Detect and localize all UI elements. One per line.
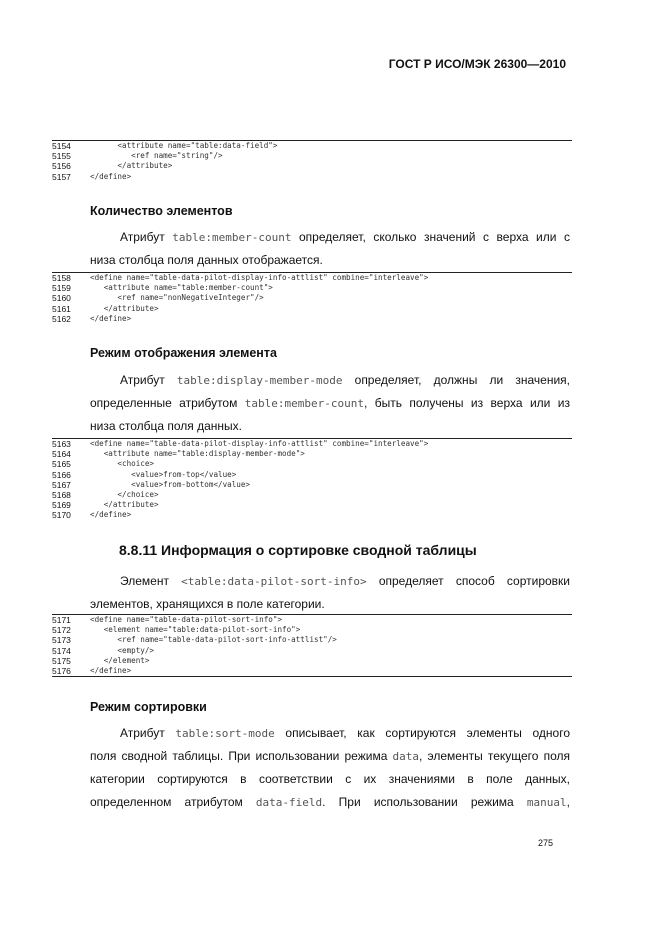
paragraph-line: определенном атрибутом data-field. При использовании режима manual, <box>90 795 570 809</box>
code-text: <attribute name="table:data-field"> <box>90 141 278 150</box>
line-number: 5166 <box>52 469 71 480</box>
line-number: 5164 <box>52 449 71 460</box>
line-number: 5158 <box>52 273 71 283</box>
code-line <box>52 646 572 656</box>
code-text: </define> <box>90 171 132 181</box>
line-number: 5172 <box>52 625 71 636</box>
code-text: </attribute> <box>90 161 173 171</box>
code-listing-4 <box>52 614 572 677</box>
code-line <box>52 615 572 625</box>
code-text: <define name="table-data-pilot-display-info-attlist" combine="interleave"> <box>90 439 429 448</box>
line-number: 5155 <box>52 151 71 162</box>
code-text: </define> <box>90 510 132 520</box>
line-number: 5169 <box>52 500 71 511</box>
paragraph-line: категории сортируются в соответствии с их значениями в поле данных, <box>90 772 570 786</box>
code-text: <choice> <box>90 459 155 469</box>
code-line <box>52 293 572 303</box>
code-text: <define name="table-data-pilot-sort-info"> <box>90 615 283 624</box>
paragraph-line: Элемент <table:data-pilot-sort-info> определяет способ сортировки <box>120 574 570 588</box>
line-number: 5168 <box>52 489 71 500</box>
code-text: <value>from-top</value> <box>90 469 237 479</box>
section-heading-sort-mode: Режим сортировки <box>90 700 207 714</box>
code-text: <ref name="nonNegativeInteger"/> <box>90 293 264 303</box>
code-line <box>52 490 572 500</box>
line-number: 5175 <box>52 655 71 666</box>
code-line <box>52 459 572 469</box>
code-line <box>52 480 572 490</box>
line-number: 5157 <box>52 171 71 182</box>
paragraph-line: Атрибут table:sort-mode описывает, как сортируются элементы одного <box>120 726 570 740</box>
paragraph-line: определенные атрибутом table:member-count, быть получены из верха или из <box>90 396 570 410</box>
code-listing-1 <box>52 140 572 182</box>
line-number: 5154 <box>52 141 71 151</box>
section-heading-member-count: Количество элементов <box>90 204 233 218</box>
code-line <box>52 470 572 480</box>
line-number: 5171 <box>52 615 71 625</box>
line-number: 5174 <box>52 645 71 656</box>
section-heading-sort-info: 8.8.11 Информация о сортировке сводной таблицы <box>119 542 477 558</box>
code-text: <value>from-bottom</value> <box>90 479 251 489</box>
code-text: </define> <box>90 313 132 323</box>
code-line <box>52 304 572 314</box>
paragraph-display-member-mode <box>90 369 570 438</box>
code-text: </attribute> <box>90 500 159 510</box>
code-listing-2 <box>52 272 572 324</box>
code-listing-3 <box>52 438 572 521</box>
code-text: <attribute name="table:display-member-mode"> <box>90 449 305 459</box>
section-heading-display-member-mode: Режим отображения элемента <box>90 346 277 360</box>
code-line <box>52 510 572 520</box>
code-text: </element> <box>90 655 150 665</box>
line-number: 5156 <box>52 161 71 172</box>
paragraph-line: Атрибут table:display-member-mode определяет, должны ли значения, <box>120 373 570 387</box>
code-text: <empty/> <box>90 645 155 655</box>
code-line <box>52 273 572 283</box>
code-line <box>52 666 572 676</box>
paragraph-line: Атрибут table:member-count определяет, сколько значений с верха или с <box>120 230 570 244</box>
paragraph-sort-info <box>90 570 570 616</box>
code-line <box>52 449 572 459</box>
code-line <box>52 656 572 666</box>
code-line <box>52 151 572 161</box>
document-header: ГОСТ Р ИСО/МЭК 26300—2010 <box>388 57 566 71</box>
paragraph-sort-mode <box>90 722 570 814</box>
code-text: <element name="table:data-pilot-sort-info"> <box>90 625 301 635</box>
paragraph-line: низа столбца поля данных отображается. <box>90 253 323 267</box>
paragraph-line: поля сводной таблицы. При использовании режима data, элементы текущего поля <box>90 749 570 763</box>
line-number: 5176 <box>52 665 71 676</box>
line-number: 5159 <box>52 283 71 294</box>
code-text: </define> <box>90 665 132 675</box>
line-number: 5163 <box>52 439 71 449</box>
code-line <box>52 500 572 510</box>
code-text: <define name="table-data-pilot-display-info-attlist" combine="interleave"> <box>90 273 429 282</box>
line-number: 5165 <box>52 459 71 470</box>
line-number: 5161 <box>52 303 71 314</box>
line-number: 5162 <box>52 313 71 324</box>
line-number: 5173 <box>52 635 71 646</box>
line-number: 5160 <box>52 293 71 304</box>
code-line <box>52 172 572 182</box>
page-number: 275 <box>538 838 554 848</box>
code-line <box>52 439 572 449</box>
code-text: <ref name="string"/> <box>90 151 223 161</box>
code-line <box>52 314 572 324</box>
code-text: </attribute> <box>90 303 159 313</box>
code-line <box>52 635 572 645</box>
paragraph-line: низа столбца поля данных. <box>90 419 242 433</box>
code-text: <attribute name="table:member-count"> <box>90 283 273 293</box>
code-line <box>52 625 572 635</box>
code-line <box>52 141 572 151</box>
code-text: <ref name="table-data-pilot-sort-info-attlist"/> <box>90 635 337 645</box>
code-text: </choice> <box>90 489 159 499</box>
paragraph-member-count <box>90 226 570 272</box>
code-line <box>52 283 572 293</box>
code-line <box>52 161 572 171</box>
line-number: 5170 <box>52 510 71 521</box>
line-number: 5167 <box>52 479 71 490</box>
paragraph-line: элементов, хранящихся в поле категории. <box>90 597 325 611</box>
